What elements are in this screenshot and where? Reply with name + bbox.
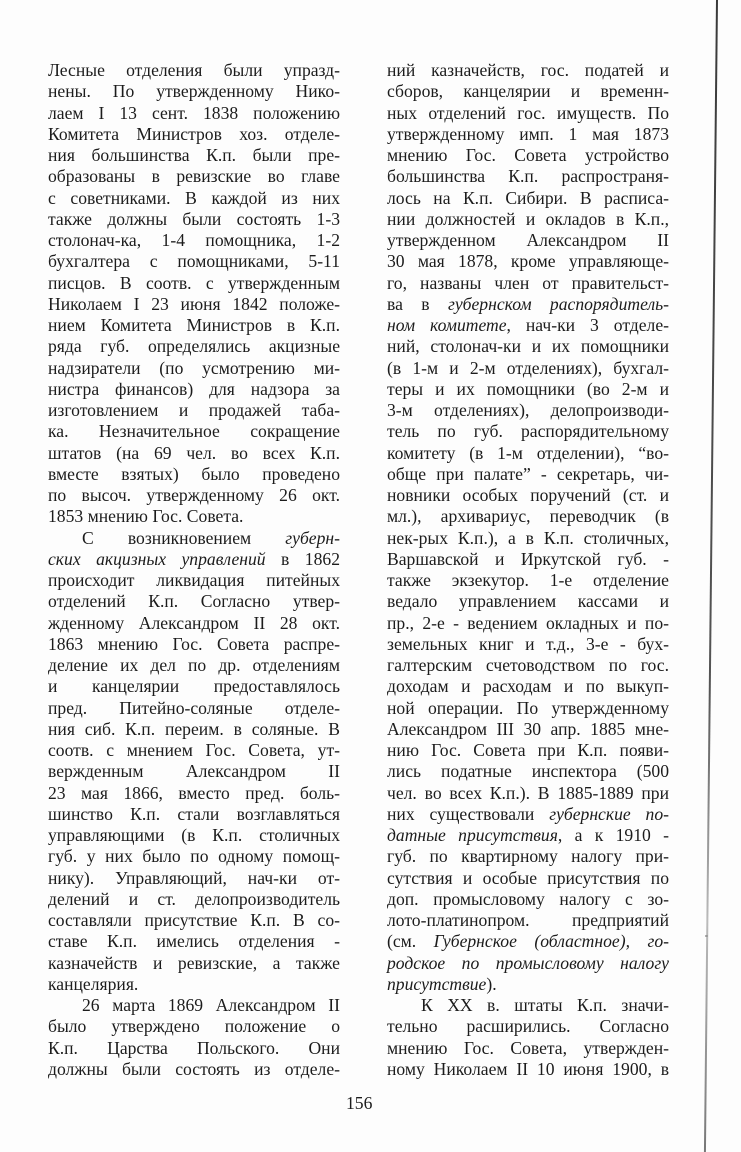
text-run: нию Гос. Совета при К.п. появи- xyxy=(387,740,669,760)
text-line xyxy=(387,145,669,166)
text-line xyxy=(48,549,340,570)
text-line xyxy=(48,464,340,485)
text-line xyxy=(48,655,340,676)
text-run: с советниками. В каждой из них xyxy=(48,187,340,208)
text-line xyxy=(48,761,340,782)
text-line xyxy=(48,804,340,825)
text-run: губ. по квартирному налогу при- xyxy=(387,846,669,867)
text-run: нистра финансов) для надзора за xyxy=(48,378,340,399)
text-line xyxy=(48,889,340,910)
text-line xyxy=(387,570,669,591)
text-run: нием Комитета Министров в К.п. xyxy=(48,315,340,335)
text-line xyxy=(387,1059,669,1080)
text-line xyxy=(387,400,669,421)
text-run: лаем I 13 сент. 1838 положению xyxy=(48,102,340,123)
text-run: (в 1-м и 2-м отделениях), бухгал- xyxy=(387,357,669,378)
text-run: К XX в. штаты К.п. значи- xyxy=(421,995,669,1015)
text-line xyxy=(387,166,669,187)
text-run: ния сиб. К.п. переим. в соляные. В xyxy=(48,718,340,739)
text-line xyxy=(387,804,669,825)
italic-term: ских акцизных управлений xyxy=(48,548,266,569)
text-line xyxy=(387,634,669,655)
italic-term: Губернское (областное), го- xyxy=(433,931,669,952)
text-line xyxy=(387,315,669,336)
text-line xyxy=(48,676,340,697)
text-line xyxy=(48,103,340,124)
text-line xyxy=(387,251,669,272)
text-run: казначейств и ревизские, а также xyxy=(48,952,340,973)
text-run: лись податные инспектора (500 xyxy=(387,761,669,782)
text-run: пред. Питейно-соляные отделе- xyxy=(48,697,340,718)
text-run: утвержденном Александром II xyxy=(387,230,669,250)
text-line xyxy=(48,336,340,357)
text-line xyxy=(48,910,340,931)
text-run: новники особых поручений (ст. и xyxy=(387,485,669,505)
text-line xyxy=(387,655,669,676)
text-line xyxy=(387,103,669,124)
text-run: ка. Незначительное сокращение xyxy=(48,421,340,442)
text-line xyxy=(387,591,669,612)
text-run: 26 марта 1869 Александром II xyxy=(82,995,340,1015)
text-line xyxy=(48,81,340,102)
text-run: К.п. Царства Польского. Они xyxy=(48,1037,340,1058)
text-run: Варшавской и Иркутской губ. - xyxy=(387,548,669,569)
text-line xyxy=(387,336,669,357)
text-run: ний, столонач-ки и их помощники xyxy=(387,336,669,357)
text-line xyxy=(48,60,340,81)
text-run: ведало управлением кассами и xyxy=(387,591,669,612)
text-run: чел. во всех К.п.). В 1885-1889 при xyxy=(387,782,669,803)
text-line xyxy=(48,1016,340,1037)
text-line xyxy=(387,549,669,570)
text-line xyxy=(48,719,340,740)
text-line xyxy=(387,910,669,931)
text-run: лото-платинопром. предприятий xyxy=(387,910,669,930)
italic-term: присутствие xyxy=(387,973,487,994)
text-line xyxy=(48,188,340,209)
text-line xyxy=(387,719,669,740)
text-run: мл.), архивариус, переводчик (в xyxy=(387,506,669,527)
text-run: нек-рых К.п.), а в К.п. столичных, xyxy=(387,527,669,548)
text-line xyxy=(48,931,340,952)
text-run: писцов. В соотв. с утвержденным xyxy=(48,272,340,293)
text-run: образованы в ревизские во главе xyxy=(48,166,340,187)
text-run: канцелярия. xyxy=(48,973,139,994)
text-line xyxy=(387,761,669,782)
text-line xyxy=(387,1016,669,1037)
text-run: доходам и расходам и по выкуп- xyxy=(387,676,669,697)
text-line xyxy=(387,953,669,974)
text-run: шинство К.п. стали возглавляться xyxy=(48,803,340,824)
text-run: происходит ликвидация питейных xyxy=(48,570,340,590)
text-run: нии должностей и окладов в К.п., xyxy=(387,208,669,229)
text-line xyxy=(387,974,669,995)
text-run: С возникновением xyxy=(82,527,286,548)
text-run: отделений К.п. Согласно утвер- xyxy=(48,591,340,612)
text-line xyxy=(387,230,669,251)
text-run: также экзекутор. 1-е отделение xyxy=(387,570,669,590)
text-line xyxy=(387,846,669,867)
text-run: мнению Гос. Совета устройство xyxy=(387,145,669,165)
text-line xyxy=(48,1038,340,1059)
text-line xyxy=(48,400,340,421)
text-line xyxy=(387,528,669,549)
text-line xyxy=(48,315,340,336)
italic-term: ном комитете xyxy=(387,315,507,335)
text-line xyxy=(48,783,340,804)
text-run: тельно расширились. Согласно xyxy=(387,1016,669,1037)
text-line xyxy=(48,251,340,272)
text-run: вместе взятых) было проведено xyxy=(48,463,340,484)
text-line xyxy=(48,273,340,294)
text-run: 3-м отделениях), делопроизводи- xyxy=(387,400,669,420)
text-line xyxy=(387,613,669,634)
text-line xyxy=(48,1059,340,1080)
text-line xyxy=(48,740,340,761)
text-line xyxy=(48,528,340,549)
text-run: изготовлением и продажей таба- xyxy=(48,400,340,420)
text-run: ния большинства К.п. были пре- xyxy=(48,145,340,165)
text-line xyxy=(48,953,340,974)
text-run: было утверждено положение о xyxy=(48,1016,340,1037)
text-line xyxy=(387,443,669,464)
text-line xyxy=(48,974,340,995)
text-run: тель по губ. распорядительному xyxy=(387,421,669,442)
text-run: надзиратели (по усмотрению ми- xyxy=(48,357,340,378)
page-edge-line xyxy=(704,0,718,1152)
text-line xyxy=(48,825,340,846)
text-line xyxy=(387,81,669,102)
page-number: 156 xyxy=(346,1093,373,1113)
text-run: также должны были состоять 1-3 xyxy=(48,208,340,229)
text-line xyxy=(387,209,669,230)
text-line xyxy=(48,230,340,251)
text-line xyxy=(48,591,340,612)
italic-term: родское по промысловому налогу xyxy=(387,952,669,973)
italic-term: губерн- xyxy=(285,527,340,548)
text-line xyxy=(48,379,340,400)
text-column-right xyxy=(387,60,669,1080)
text-line xyxy=(387,740,669,761)
text-line xyxy=(48,124,340,145)
text-run: столонач-ка, 1-4 помощника, 1-2 xyxy=(48,230,340,250)
text-run: нику). Управляющий, нач-ки от- xyxy=(48,867,340,888)
text-line xyxy=(48,506,340,527)
text-run: бухгалтера с помощниками, 5-11 xyxy=(48,251,340,272)
text-line xyxy=(387,294,669,315)
text-run: Комитета Министров хоз. отделе- xyxy=(48,123,340,144)
italic-term: губернские по- xyxy=(549,803,669,824)
text-run: 1863 мнению Гос. Совета распре- xyxy=(48,633,340,654)
text-run: го, названы член от правительст- xyxy=(387,272,669,293)
text-line xyxy=(387,889,669,910)
text-run: 1853 мнению Гос. Совета. xyxy=(48,506,244,527)
text-run: сутствия и особые присутствия по xyxy=(387,867,669,888)
text-run: вержденным Александром II xyxy=(48,761,340,782)
text-run: комитету (в 1-м отделении), “во- xyxy=(387,442,669,463)
text-run: 23 мая 1866, вместо пред. боль- xyxy=(48,782,340,803)
text-run: них существовали xyxy=(387,803,550,824)
text-run: жденному Александром II 28 окт. xyxy=(48,612,340,633)
text-run: деление их дел по др. отделениям xyxy=(48,655,340,675)
text-run: лось на К.п. Сибири. В расписа- xyxy=(387,187,669,208)
text-run: в 1862 xyxy=(265,548,340,569)
text-line xyxy=(387,60,669,81)
text-run: делений и ст. делопроизводитель xyxy=(48,888,340,909)
text-column-left xyxy=(48,60,340,1080)
text-line xyxy=(387,421,669,442)
text-line xyxy=(387,358,669,379)
text-line xyxy=(48,613,340,634)
text-run: теры и их помощники (во 2-м и xyxy=(387,378,669,399)
text-run: ных отделений гос. имуществ. По xyxy=(387,102,669,123)
text-run: мнению Гос. Совета, утвержден- xyxy=(387,1037,669,1058)
text-run: утвержденному имп. 1 мая 1873 xyxy=(387,123,669,144)
text-run: Александром III 30 апр. 1885 мне- xyxy=(387,718,669,739)
text-run: , нач-ки 3 отделе- xyxy=(506,315,669,335)
text-line xyxy=(387,1038,669,1059)
text-line xyxy=(387,188,669,209)
text-run: доп. промысловому налогу с зо- xyxy=(387,888,669,909)
text-line xyxy=(48,358,340,379)
text-run: большинства К.п. распространя- xyxy=(387,166,669,187)
text-line xyxy=(387,485,669,506)
text-line xyxy=(48,485,340,506)
text-line xyxy=(387,379,669,400)
text-run: ному Николаем II 10 июня 1900, в xyxy=(387,1058,669,1079)
italic-term: губернском распорядитель- xyxy=(447,293,669,314)
text-run: ряда губ. определялись акцизные xyxy=(48,336,340,357)
text-line xyxy=(48,846,340,867)
text-run: ). xyxy=(486,973,497,994)
text-line xyxy=(48,294,340,315)
italic-term: датные присутствия xyxy=(387,825,558,845)
text-line xyxy=(48,698,340,719)
text-run: земельных книг и т.д., 3-е - бух- xyxy=(387,633,669,654)
text-line xyxy=(387,124,669,145)
text-line xyxy=(387,783,669,804)
text-line xyxy=(48,868,340,889)
text-line xyxy=(48,634,340,655)
text-run: Лесные отделения были упразд- xyxy=(48,60,340,80)
text-line xyxy=(387,995,669,1016)
text-line xyxy=(48,443,340,464)
text-line xyxy=(48,209,340,230)
text-line xyxy=(387,825,669,846)
text-line xyxy=(387,698,669,719)
text-run: ний казначейств, гос. податей и xyxy=(387,60,669,80)
text-run: пр., 2-е - ведением окладных и по- xyxy=(387,612,669,633)
text-run: обще при палате” - секретарь, чи- xyxy=(387,463,669,484)
text-run: (см. xyxy=(387,931,434,952)
text-line xyxy=(48,570,340,591)
text-line xyxy=(387,273,669,294)
text-run: нены. По утвержденному Нико- xyxy=(48,81,340,102)
text-run: 30 мая 1878, кроме управляюще- xyxy=(387,251,669,272)
text-line xyxy=(387,931,669,952)
text-run: и канцелярии предоставлялось xyxy=(48,676,340,697)
text-run: управляющими (в К.п. столичных xyxy=(48,825,340,845)
text-line xyxy=(387,676,669,697)
text-line xyxy=(387,506,669,527)
text-run: галтерским счетоводством по гос. xyxy=(387,655,669,675)
text-run: , а к 1910 - xyxy=(557,825,669,845)
text-line xyxy=(48,166,340,187)
text-line xyxy=(48,995,340,1016)
text-run: губ. у них было по одному помощ- xyxy=(48,846,340,867)
text-run: составляли присутствие К.п. В со- xyxy=(48,910,340,930)
text-line xyxy=(48,145,340,166)
text-line xyxy=(387,868,669,889)
text-run: должны были состоять из отделе- xyxy=(48,1058,340,1079)
text-run: соотв. с мнением Гос. Совета, ут- xyxy=(48,740,340,760)
text-line xyxy=(387,464,669,485)
text-run: ставе К.п. имелись отделения - xyxy=(48,931,340,952)
text-run: сборов, канцелярии и временн- xyxy=(387,81,669,102)
text-run: по высоч. утвержденному 26 окт. xyxy=(48,485,340,505)
text-run: ва в xyxy=(387,293,448,314)
text-line xyxy=(48,421,340,442)
text-run: Николаем I 23 июня 1842 положе- xyxy=(48,293,340,314)
text-run: штатов (на 69 чел. во всех К.п. xyxy=(48,442,340,463)
scan-speck xyxy=(705,935,708,937)
text-run: ной операции. По утвержденному xyxy=(387,697,669,718)
